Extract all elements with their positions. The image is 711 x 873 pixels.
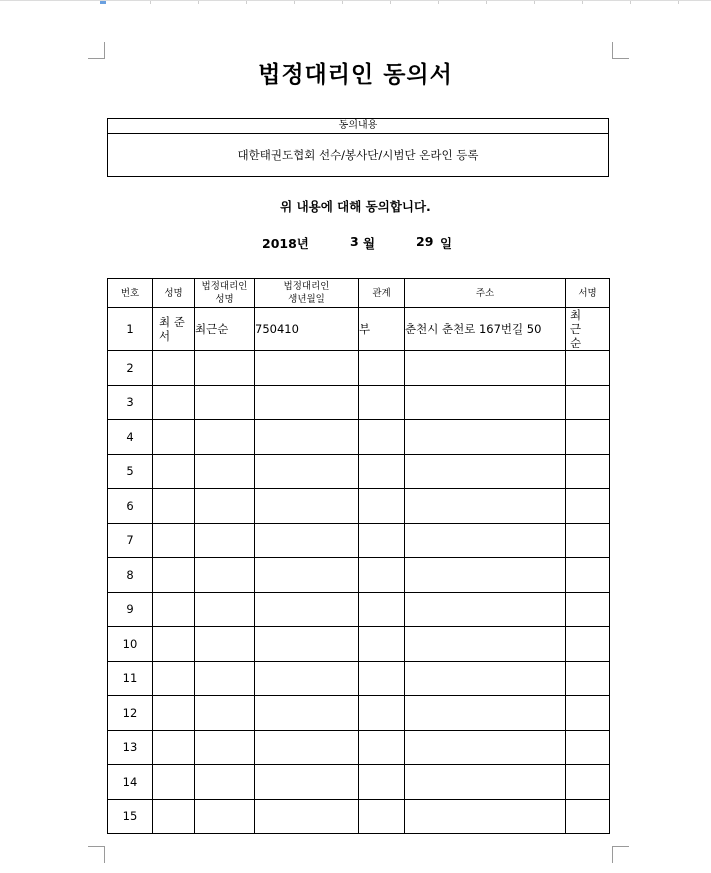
- row-relation[interactable]: [359, 454, 405, 489]
- row-address[interactable]: [405, 351, 566, 386]
- row-guardian-name[interactable]: [195, 765, 255, 800]
- row-relation[interactable]: [359, 730, 405, 765]
- row-signature[interactable]: [566, 765, 610, 800]
- row-signature[interactable]: [566, 308, 610, 351]
- table-row: [108, 799, 610, 834]
- header-name: 성명: [153, 279, 195, 308]
- ruler-tick: [342, 1, 343, 4]
- header-guardian-name-line2: 성명: [215, 294, 234, 305]
- document-title: 법정대리인 동의서: [258, 62, 453, 88]
- row-guardian-name[interactable]: [195, 454, 255, 489]
- row-guardian-birth[interactable]: [255, 558, 359, 593]
- row-no: 1: [108, 308, 153, 351]
- table-row: [108, 420, 610, 455]
- row-guardian-name[interactable]: [195, 696, 255, 731]
- row-no: 7: [108, 523, 153, 558]
- row-signature[interactable]: [566, 454, 610, 489]
- row-signature[interactable]: [566, 661, 610, 696]
- date-month-unit: 월: [363, 236, 376, 251]
- date-day-unit: 일: [440, 236, 453, 251]
- row-relation[interactable]: [359, 558, 405, 593]
- row-relation[interactable]: [359, 523, 405, 558]
- consent-statement: 위 내용에 대해 동의합니다.: [280, 199, 431, 214]
- ruler-tick: [630, 1, 631, 4]
- row-guardian-birth[interactable]: [255, 454, 359, 489]
- row-name[interactable]: [153, 558, 195, 593]
- ruler-tick: [294, 1, 295, 4]
- row-name[interactable]: [153, 454, 195, 489]
- row-name[interactable]: [153, 308, 195, 351]
- row-signature[interactable]: [566, 420, 610, 455]
- row-guardian-birth[interactable]: [255, 730, 359, 765]
- row-guardian-birth[interactable]: [255, 489, 359, 524]
- header-guardian-birth-line2: 생년월일: [288, 294, 325, 305]
- row-address[interactable]: [405, 523, 566, 558]
- table-row: [108, 696, 610, 731]
- row-address[interactable]: [405, 558, 566, 593]
- table-row: [108, 454, 610, 489]
- row-no: 2: [108, 351, 153, 386]
- row-guardian-birth[interactable]: [255, 523, 359, 558]
- row-signature-text: 최 근 순: [570, 308, 588, 350]
- row-relation[interactable]: [359, 696, 405, 731]
- row-guardian-birth[interactable]: [255, 765, 359, 800]
- row-no: 8: [108, 558, 153, 593]
- row-no: 4: [108, 420, 153, 455]
- header-guardian-birth: [255, 279, 359, 308]
- table-row: [108, 661, 610, 696]
- row-no: 11: [108, 661, 153, 696]
- row-no: 9: [108, 592, 153, 627]
- ruler-tick: [486, 1, 487, 4]
- row-guardian-name[interactable]: [195, 661, 255, 696]
- row-relation[interactable]: [359, 661, 405, 696]
- header-guardian-birth-line1: 법정대리인: [283, 281, 330, 292]
- table-row: [108, 523, 610, 558]
- row-name[interactable]: [153, 730, 195, 765]
- row-address[interactable]: [405, 765, 566, 800]
- table-row: [108, 385, 610, 420]
- row-no: 6: [108, 489, 153, 524]
- date-year: 2018년: [262, 236, 309, 251]
- row-address[interactable]: [405, 454, 566, 489]
- ruler-tick: [438, 1, 439, 4]
- row-address[interactable]: 춘천시 춘천로 167번길 50: [405, 308, 566, 351]
- table-row: [108, 558, 610, 593]
- row-guardian-name[interactable]: [195, 558, 255, 593]
- row-address[interactable]: [405, 420, 566, 455]
- row-name[interactable]: [153, 799, 195, 834]
- date-month: 3: [350, 234, 359, 249]
- row-no: 5: [108, 454, 153, 489]
- row-no: 13: [108, 730, 153, 765]
- row-guardian-name[interactable]: [195, 799, 255, 834]
- row-guardian-name[interactable]: [195, 523, 255, 558]
- row-guardian-name[interactable]: 최근순: [195, 308, 255, 351]
- row-guardian-name[interactable]: [195, 627, 255, 662]
- table-row: [108, 765, 610, 800]
- row-relation[interactable]: [359, 592, 405, 627]
- row-guardian-name[interactable]: [195, 385, 255, 420]
- row-signature[interactable]: [566, 730, 610, 765]
- row-no: 10: [108, 627, 153, 662]
- row-no: 14: [108, 765, 153, 800]
- table-row: [108, 627, 610, 662]
- row-guardian-birth[interactable]: [255, 627, 359, 662]
- row-guardian-birth[interactable]: [255, 420, 359, 455]
- ruler-tick: [150, 1, 151, 4]
- row-signature[interactable]: [566, 558, 610, 593]
- row-signature[interactable]: [566, 351, 610, 386]
- row-address[interactable]: [405, 489, 566, 524]
- row-name[interactable]: [153, 592, 195, 627]
- page-margin-corner-bottom-left: [88, 846, 105, 863]
- header-guardian-name-line1: 법정대리인: [201, 281, 248, 292]
- row-signature[interactable]: [566, 489, 610, 524]
- row-relation[interactable]: [359, 351, 405, 386]
- row-guardian-birth[interactable]: [255, 661, 359, 696]
- row-no: 3: [108, 385, 153, 420]
- header-no: 번호: [108, 279, 153, 308]
- row-name[interactable]: [153, 489, 195, 524]
- row-no: 12: [108, 696, 153, 731]
- consent-content-box: [107, 118, 609, 177]
- row-address[interactable]: [405, 385, 566, 420]
- row-relation[interactable]: [359, 420, 405, 455]
- guardian-consent-table: [107, 278, 610, 834]
- date-day: 29: [416, 234, 434, 249]
- row-name[interactable]: [153, 627, 195, 662]
- row-guardian-birth[interactable]: [255, 385, 359, 420]
- row-signature[interactable]: [566, 523, 610, 558]
- table-row: [108, 489, 610, 524]
- row-name[interactable]: [153, 351, 195, 386]
- row-signature[interactable]: [566, 627, 610, 662]
- row-address[interactable]: [405, 592, 566, 627]
- row-guardian-name[interactable]: [195, 351, 255, 386]
- row-no: 15: [108, 799, 153, 834]
- ruler-tick: [246, 1, 247, 4]
- row-relation[interactable]: [359, 385, 405, 420]
- horizontal-ruler: [0, 0, 711, 4]
- row-name-text: 최 준 서: [159, 315, 185, 343]
- row-guardian-name[interactable]: [195, 489, 255, 524]
- table-row: [108, 308, 610, 351]
- row-guardian-birth[interactable]: 750410: [255, 308, 359, 351]
- row-guardian-birth[interactable]: [255, 696, 359, 731]
- table-row: [108, 730, 610, 765]
- row-relation[interactable]: [359, 489, 405, 524]
- header-address: 주소: [405, 279, 566, 308]
- row-signature[interactable]: [566, 799, 610, 834]
- ruler-tick: [390, 1, 391, 4]
- row-relation[interactable]: [359, 627, 405, 662]
- row-relation[interactable]: [359, 799, 405, 834]
- consent-content-header: 동의내용: [108, 119, 608, 134]
- ruler-tick: [198, 1, 199, 4]
- row-guardian-birth[interactable]: [255, 351, 359, 386]
- header-relation: 관계: [359, 279, 405, 308]
- row-name[interactable]: [153, 385, 195, 420]
- row-signature[interactable]: [566, 696, 610, 731]
- row-address[interactable]: [405, 730, 566, 765]
- ruler-tick: [678, 1, 679, 4]
- row-guardian-name[interactable]: [195, 730, 255, 765]
- consent-content-body: 대한태권도협회 선수/봉사단/시범단 온라인 등록: [237, 148, 479, 162]
- header-signature: 서명: [566, 279, 610, 308]
- table-row: [108, 592, 610, 627]
- row-relation[interactable]: 부: [359, 308, 405, 351]
- row-name[interactable]: [153, 420, 195, 455]
- row-name[interactable]: [153, 696, 195, 731]
- table-header-row: [108, 279, 610, 308]
- row-signature[interactable]: [566, 385, 610, 420]
- row-guardian-name[interactable]: [195, 420, 255, 455]
- row-address[interactable]: [405, 661, 566, 696]
- row-signature[interactable]: [566, 592, 610, 627]
- table-row: [108, 351, 610, 386]
- row-guardian-name[interactable]: [195, 592, 255, 627]
- ruler-indent-marker[interactable]: [100, 1, 106, 4]
- row-name[interactable]: [153, 523, 195, 558]
- row-name[interactable]: [153, 765, 195, 800]
- header-guardian-name: [195, 279, 255, 308]
- row-guardian-birth[interactable]: [255, 799, 359, 834]
- row-name[interactable]: [153, 661, 195, 696]
- ruler-tick: [534, 1, 535, 4]
- page-margin-corner-bottom-right: [612, 846, 629, 863]
- row-address[interactable]: [405, 696, 566, 731]
- row-address[interactable]: [405, 799, 566, 834]
- ruler-tick: [582, 1, 583, 4]
- row-guardian-birth[interactable]: [255, 592, 359, 627]
- row-address[interactable]: [405, 627, 566, 662]
- row-relation[interactable]: [359, 765, 405, 800]
